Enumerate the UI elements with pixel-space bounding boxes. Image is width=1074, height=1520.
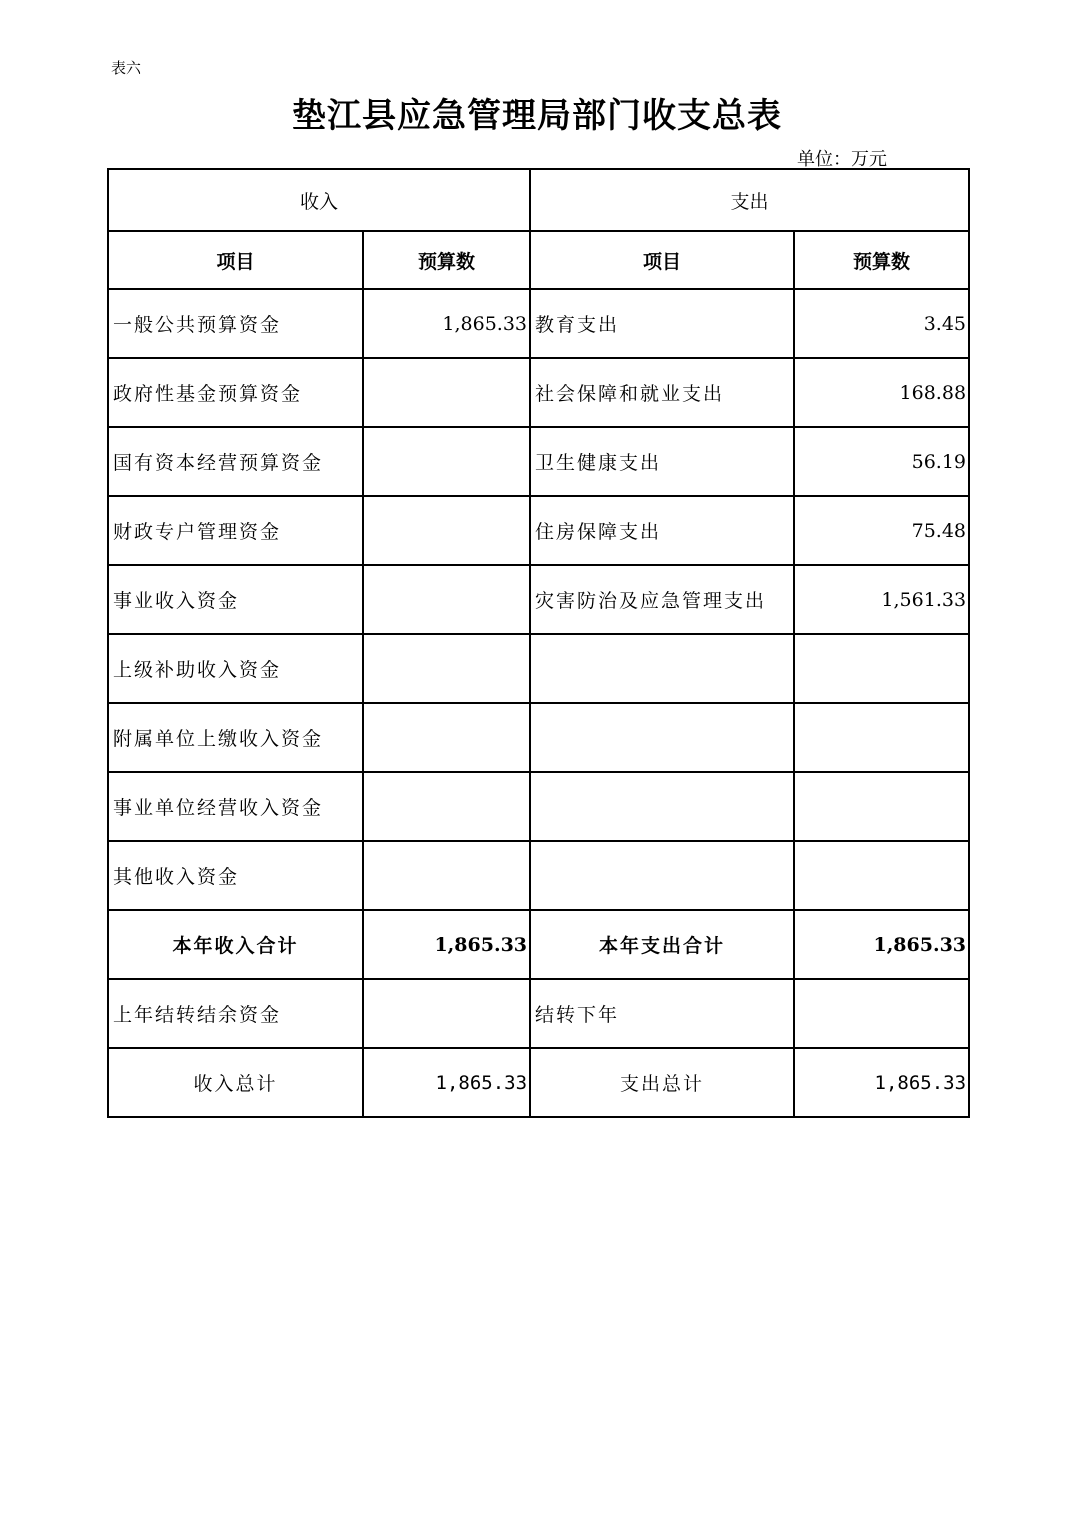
expense-item-cell: 社会保障和就业支出	[530, 358, 794, 427]
income-item-cell: 其他收入资金	[108, 841, 363, 910]
table-row	[108, 703, 969, 772]
income-value-cell	[363, 427, 530, 496]
page-title: 垫江县应急管理局部门收支总表	[292, 96, 782, 136]
income-value-cell	[363, 772, 530, 841]
expense-item-cell: 教育支出	[530, 289, 794, 358]
income-subtotal-value: 1,865.33	[363, 910, 530, 979]
income-subtotal-label: 本年收入合计	[108, 910, 363, 979]
subtotal-row	[108, 910, 969, 979]
table-row	[108, 565, 969, 634]
table-row	[108, 634, 969, 703]
expense-item-cell	[530, 703, 794, 772]
expense-section-header: 支出	[530, 169, 969, 231]
table-row	[108, 496, 969, 565]
unit-label: 单位：万元	[797, 149, 887, 170]
income-item-cell: 附属单位上缴收入资金	[108, 703, 363, 772]
income-budget-header: 预算数	[363, 231, 530, 289]
income-carryover-value	[363, 979, 530, 1048]
income-total-label: 收入总计	[108, 1048, 363, 1117]
expense-item-header: 项目	[530, 231, 794, 289]
income-value-cell	[363, 634, 530, 703]
income-value-cell	[363, 358, 530, 427]
expense-item-cell	[530, 634, 794, 703]
income-value-cell	[363, 841, 530, 910]
table-row	[108, 841, 969, 910]
expense-value-cell: 3.45	[794, 289, 969, 358]
expense-value-cell	[794, 841, 969, 910]
expense-total-label: 支出总计	[530, 1048, 794, 1117]
column-header-row	[108, 231, 969, 289]
expense-item-cell: 灾害防治及应急管理支出	[530, 565, 794, 634]
table-row	[108, 289, 969, 358]
income-item-cell: 上级补助收入资金	[108, 634, 363, 703]
expense-item-cell: 住房保障支出	[530, 496, 794, 565]
income-value-cell	[363, 565, 530, 634]
expense-value-cell: 75.48	[794, 496, 969, 565]
expense-carryover-value	[794, 979, 969, 1048]
table-row	[108, 772, 969, 841]
income-value-cell	[363, 703, 530, 772]
expense-item-cell	[530, 841, 794, 910]
income-item-cell: 财政专户管理资金	[108, 496, 363, 565]
income-item-cell: 政府性基金预算资金	[108, 358, 363, 427]
expense-value-cell: 56.19	[794, 427, 969, 496]
expense-value-cell	[794, 703, 969, 772]
income-item-cell: 事业收入资金	[108, 565, 363, 634]
expense-value-cell: 168.88	[794, 358, 969, 427]
income-value-cell	[363, 496, 530, 565]
expense-subtotal-value: 1,865.33	[794, 910, 969, 979]
table-number-label: 表六	[111, 59, 142, 77]
income-section-header: 收入	[108, 169, 530, 231]
expense-subtotal-label: 本年支出合计	[530, 910, 794, 979]
expense-carryover-label: 结转下年	[530, 979, 794, 1048]
budget-summary-table	[107, 168, 970, 1118]
expense-value-cell	[794, 772, 969, 841]
income-item-cell: 一般公共预算资金	[108, 289, 363, 358]
expense-total-value: 1,865.33	[794, 1048, 969, 1117]
income-item-cell: 国有资本经营预算资金	[108, 427, 363, 496]
carryover-row	[108, 979, 969, 1048]
income-value-cell: 1,865.33	[363, 289, 530, 358]
section-header-row	[108, 169, 969, 231]
income-total-value: 1,865.33	[363, 1048, 530, 1117]
table-row	[108, 358, 969, 427]
income-carryover-label: 上年结转结余资金	[108, 979, 363, 1048]
expense-budget-header: 预算数	[794, 231, 969, 289]
total-row	[108, 1048, 969, 1117]
expense-item-cell: 卫生健康支出	[530, 427, 794, 496]
expense-value-cell	[794, 634, 969, 703]
income-item-cell: 事业单位经营收入资金	[108, 772, 363, 841]
income-item-header: 项目	[108, 231, 363, 289]
table-row	[108, 427, 969, 496]
expense-value-cell: 1,561.33	[794, 565, 969, 634]
expense-item-cell	[530, 772, 794, 841]
